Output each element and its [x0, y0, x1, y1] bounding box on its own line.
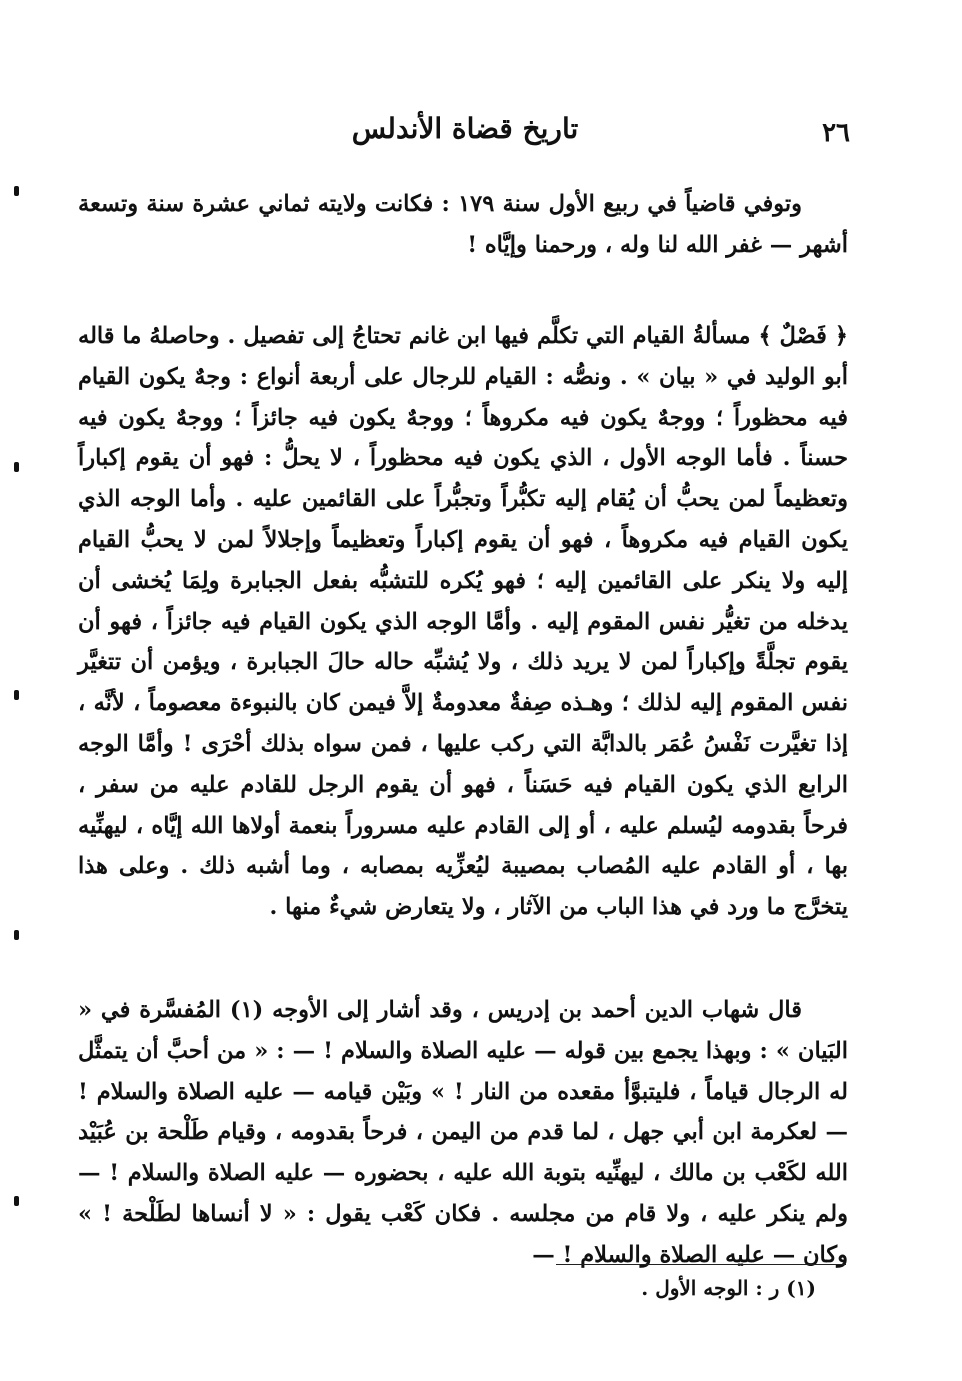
- fasl-section: [78, 316, 848, 928]
- intro-paragraph: [78, 184, 848, 266]
- fasl-text: ﴿ فَصْلٌ ﴾ مسألةُ القيام التي تكلَّم فيها ابن غانم تحتاجُ إلى تفصيل . وحاصلهُ ما قاله أبو الوليد في « بيان » . ونصُّه : القيام للرجال على أربعة أنواع : وجهٌ يكون القيام فيه محظوراً ؛ ووجهٌ يكون فيه مكروهاً ؛ ووجهٌ يكون فيه جائزاً ؛ ووجهٌ يكون فيه حسناً . فأما الوجه الأول ، الذي يكون فيه محظوراً ، لا يحلُّ : فهو أن يقوم إكباراً وتعظيماً لمن يحبُّ أن يُقام إليه تكبُّراً وتجبُّراً على القائمين عليه . وأما الوجه الذي يكون القيام فيه مكروهاً ، فهو أن يقوم إكباراً وتعظيماً وإجلالاً لمن لا يحبُّ القيام إليه ولا ينكر على القائمين إليه ؛ فهو يُكره للتشبُّه بفعل الجبابرة ولِمَا يُخشى أن يدخله من تغيُّر نفس المقوم إليه . وأمَّا الوجه الذي يكون القيام فيه جائزاً ، فهو أن يقوم تجلَّةً وإكباراً لمن لا يريد ذلك ، ولا يُشبِّه حاله حالَ الجبابرة ، ويؤمن أن تتغيَّر نفس المقوم إليه لذلك ؛ وهـذه صِفةٌ معدومةٌ إلاَّ فيمن كان بالنبوءة معصوماً ، لأنَّه ، إذا تغيَّرت نَفْسُ عُمَر بالدابَّة التي ركب عليها ، فمن سواه بذلك أحْرَى ! وأمَّا الوجه الرابع الذي يكون القيام فيه حَسَناً ، فهو أن يقوم الرجل للقادم عليه من سفر ، فرحاً بقدومه ليُسلم عليه ، أو إلى القادم عليه مسروراً بنعمة أولاها الله إيَّاه ، ليهنِّيه بها ، أو القادم عليه المُصاب بمصيبة ليُعزِّيه بمصابه ، وما أشبه ذلك . وعلى هذا يتخرَّج ما ورد في هذا الباب من الآثار ، ولا يتعارض شيءٌ منها .: [78, 323, 848, 921]
- footnote-divider: [556, 1264, 846, 1265]
- margin-mark: [14, 690, 19, 700]
- quote-text: قال شهاب الدين أحمد بن إدريس ، وقد أشار إلى الأوجه (١) المُفسَّرة في « البَيان » : وبهذا يجمع بين قوله — عليه الصلاة والسلام ! — : « من أحبَّ أن يتمثَّل له الرجال قياماً ، فليتبوَّأ مقعده من النار ! » وبَيْن قيامه — عليه الصلاة والسلام ! — لعكرمة ابن أبي جهل ، لما قدم من اليمن ، فرحاً بقدومه ، وقيام طَلْحة بن عُبَيْد الله لكَعْب بن مالك ، ليهنِّيه بتوبة الله عليه ، بحضوره — عليه الصلاة والسلام ! — ولم ينكر عليه ، ولا قام من مجلسه . فكان كَعْب يقول : « لا أنساها لطَلْحة ! » وكان — عليه الصلاة والسلام ! —: [78, 997, 848, 1268]
- margin-mark: [14, 930, 19, 940]
- margin-mark: [14, 1196, 19, 1206]
- margin-mark: [14, 186, 19, 196]
- quote-paragraph: [78, 990, 848, 1276]
- margin-mark: [14, 462, 19, 472]
- intro-text: وتوفي قاضياً في ربيع الأول سنة ١٧٩ : فكانت ولايته ثماني عشرة سنة وتسعة أشهر — غفر الله لنا وله ، ورحمنا وإيَّاه !: [78, 191, 848, 258]
- running-title: تاريخ قضاة الأندلس: [351, 112, 579, 145]
- page-number: ٢٦: [822, 118, 850, 148]
- footnote: (١) ر : الوجه الأول .: [641, 1276, 816, 1300]
- page-header: [80, 112, 850, 156]
